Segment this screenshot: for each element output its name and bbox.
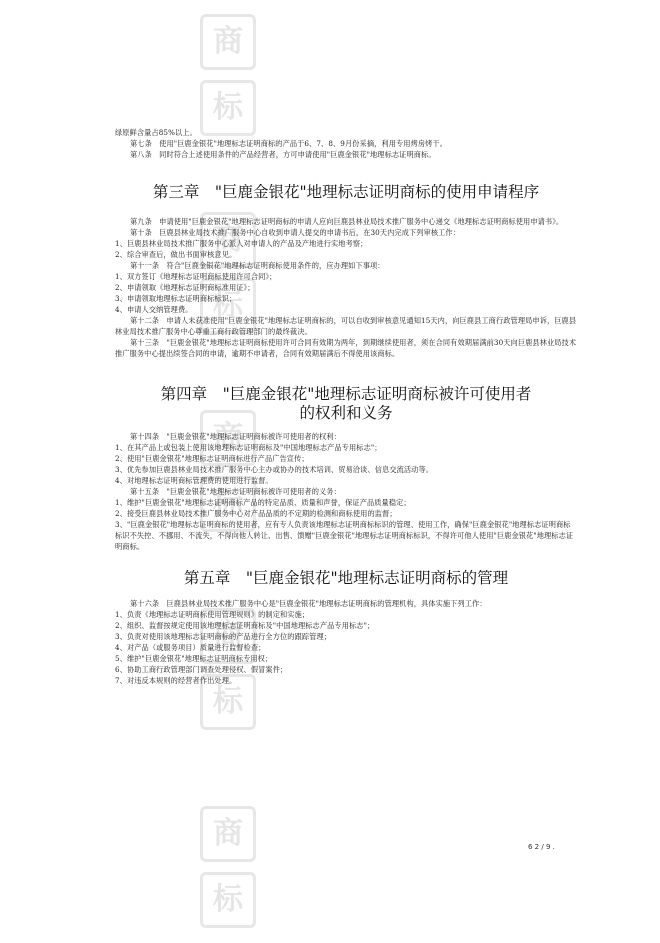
article-12: 第十二条 申请人未获准使用"巨鹿金银花"地理标志证明商标的，可以自收到审核意见通知15天内，向巨鹿县工商行政管理局申诉，巨鹿县林业局技术推广服务中心尊重工商行政管理部门的最终裁决。 [115,316,577,336]
page-number: 6 2 / 9 . [528,843,555,851]
list-item: 2、使用"巨鹿金银花"地理标志证明商标进行产品广告宣传； [115,454,309,463]
list-item: 1、维护"巨鹿金银花"地理标志证明商标产品的特定品质、质量和声誉，保证产品质量稳定； [115,498,411,507]
chapter-3-title: 第三章 "巨鹿金银花"地理标志证明商标的使用申请程序 [152,183,540,201]
watermark-stamp-icon: 标 [200,278,256,334]
watermark-stamp-icon: 商 [200,806,256,862]
list-item: 2、接受巨鹿县林业局技术推广服务中心对产品品质的不定期的检测和商标使用的监督； [115,509,397,518]
article-9: 第九条 申请使用"巨鹿金银花"地理标志证明商标的申请人应向巨鹿县林业局技术推广服务中心递交《地理标志证明商标使用申请书》。 [130,217,564,226]
watermark-stamp-icon: 标 [200,674,256,730]
chapter-4-title [115,385,577,423]
document-body [115,127,577,686]
list-item: 4、对地理标志证明商标管理费的使用进行监督。 [115,476,273,485]
list-item: 3、负责对使用该地理标志证明商标的产品进行全方位的跟踪管理； [115,632,332,641]
article-16: 第十六条 巨鹿县林业局技术推广服务中心是"巨鹿金银花"地理标志证明商标的管理机构，具体实施下列工作： [130,599,487,608]
watermark-stamp-icon: 标 [200,80,256,136]
list-item: 5、维护"巨鹿金银花"地理标志证明商标专用权； [115,654,273,663]
chapter-5-title: 第五章 "巨鹿金银花"地理标志证明商标的管理 [183,569,509,587]
chapter-4-title-line2: 的权利和义务 [299,404,393,422]
article-15: 第十五条 "巨鹿金银花"地理标志证明商标被许可使用者的义务： [130,487,341,496]
watermark-stamp-icon: 标 [200,872,256,928]
intro-line: 绿原鲜含量占85%以上。 [115,128,197,137]
list-item: 6、协助工商行政管理部门调查处理侵权、假冒案件； [115,665,288,674]
article-7: 第七条 使用"巨鹿金银花"地理标志证明商标的产品于6、7、8、9月份采摘，利用专用烤房烤干。 [130,139,448,148]
watermark-stamp-icon: 商 [200,608,256,664]
list-item: 2、综合审查后，做出书面审核意见。 [115,250,237,259]
list-item: 1、负责《地理标志证明商标使用管理规则》的制定和实施； [115,610,310,619]
watermark-stamp-icon: 商 [200,410,256,466]
list-item: 1、双方签订《地理标志证明商标使用许可合同》； [115,272,277,281]
list-item: 1、在其产品上或包装上使用该地理标志证明商标及"中国地理标志产品专用标志"； [115,443,382,452]
article-13: 第十三条 "巨鹿金银花"地理标志证明商标使用许可合同有效期为两年，到期继续使用者，须在合同有效期届满前30天向巨鹿县林业局技术推广服务中心提出续签合同的申请，逾期不申请者，合同有效期届满后不得使用该商标。 [115,338,577,358]
list-item: 3、申请领取地理标志证明商标标识； [115,294,237,303]
list-item: 2、组织、监督按规定使用该地理标志证明商标及"中国地理标志产品专用标志"； [115,621,375,630]
list-item: 1、巨鹿县林业局技术推广服务中心派人对申请人的产品及产地进行实地考察； [115,239,368,248]
list-item: 4、对产品（或服务项目）质量进行监督检查； [115,643,266,652]
chapter-4-title-line1: 第四章 "巨鹿金银花"地理标志证明商标被许可使用者 [160,385,532,403]
list-item: 3、"巨鹿金银花"地理标志证明商标的使用者，应有专人负责该地理标志证明商标标识的管理、使用工作，确保"巨鹿金银花"地理标志证明商标标识不失控、不挪用、不流失，不得向他人转让、出售、馈赠"巨鹿金银花"地理标志证明商标标识，不得许可他人使用"巨鹿金银花"地理标志证明商标。 [115,520,574,551]
watermark-stamp-icon: 商 [200,14,256,70]
watermark-stamp-icon: 商 [200,212,256,268]
article-14: 第十四条 "巨鹿金银花"地理标志证明商标被许可使用者的权利： [130,432,341,441]
list-item: 7、对违反本规则的经营者作出处理。 [115,676,237,685]
list-item: 2、申请领取《地理标志证明商标准用证》； [115,283,255,292]
watermark-stamp-icon: 标 [200,476,256,532]
list-item: 4、申请人交纳管理费。 [115,305,193,314]
article-10: 第十条 巨鹿县林业局技术推广服务中心自收到申请人提交的申请书后，在30天内完成下列审核工作： [130,228,461,237]
article-11: 第十一条 符合"巨鹿金银花"地理标志证明商标使用条件的，应办理如下事项： [130,261,385,270]
article-8: 第八条 同时符合上述使用条件的产品经营者，方可申请使用"巨鹿金银花"地理标志证明商标。 [130,150,436,159]
list-item: 3、优先参加巨鹿县林业局技术推广服务中心主办或协办的技术培训、贸易洽谈、信息交流活动等。 [115,465,434,474]
